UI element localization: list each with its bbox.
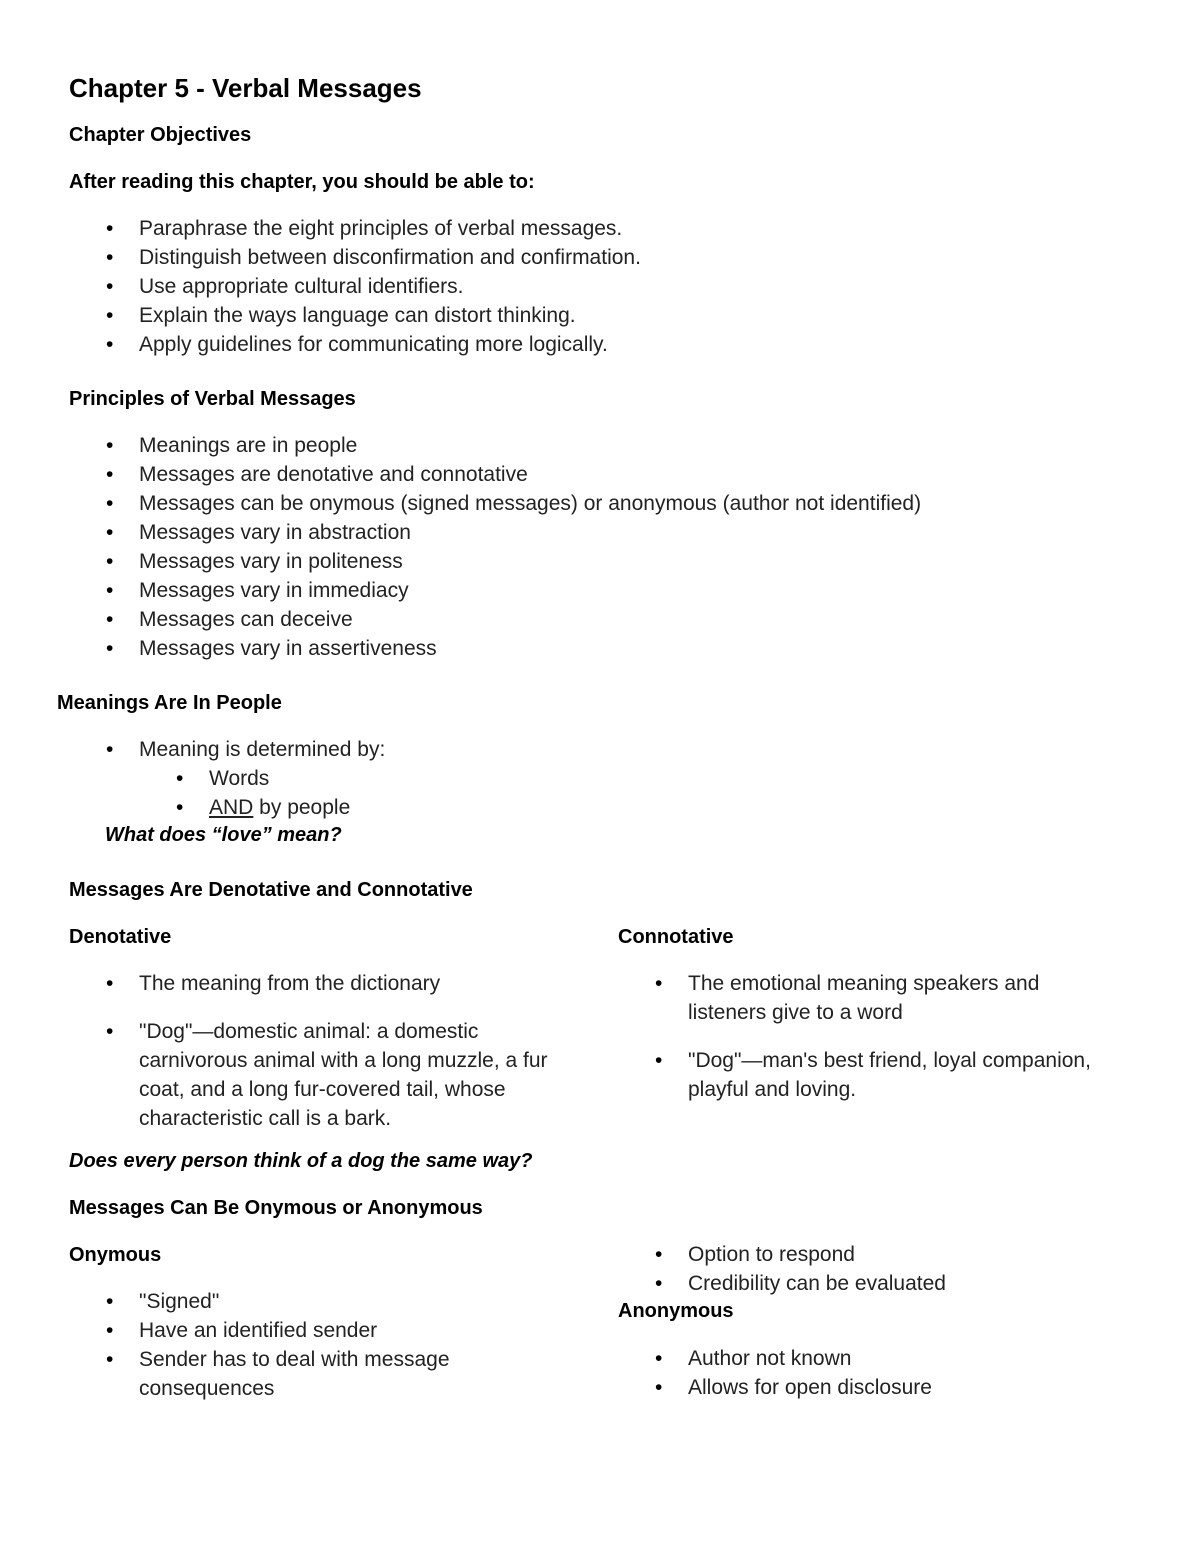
list-item: • The meaning from the dictionary: [69, 969, 559, 998]
meanings-list: [69, 735, 1169, 764]
list-item: • Author not known: [618, 1344, 1098, 1373]
list-item: • Words: [69, 764, 1169, 793]
objectives-heading: Chapter Objectives: [69, 124, 252, 146]
meanings-sublist: [69, 764, 1169, 822]
list-item: • Messages can be onymous (signed messages) or anonymous (author not identified): [69, 489, 1169, 518]
onymous-list-continued: [618, 1240, 1098, 1298]
list-item: • Have an identified sender: [69, 1316, 539, 1345]
anonymous-heading: Anonymous: [618, 1300, 734, 1322]
list-item: • Messages vary in immediacy: [69, 576, 1169, 605]
list-item: • Distinguish between disconfirmation and confirmation.: [69, 243, 1169, 272]
love-question: What does “love” mean?: [105, 824, 342, 846]
anonymous-list: [618, 1344, 1098, 1402]
list-item: • Option to respond: [618, 1240, 1098, 1269]
onymous-anonymous-heading: Messages Can Be Onymous or Anonymous: [69, 1197, 483, 1219]
dog-question: Does every person think of a dog the same way?: [69, 1150, 533, 1172]
page-title: Chapter 5 - Verbal Messages: [69, 73, 422, 103]
list-item: • Use appropriate cultural identifiers.: [69, 272, 1169, 301]
list-item: • Messages vary in abstraction: [69, 518, 1169, 547]
denotative-connotative-heading: Messages Are Denotative and Connotative: [69, 879, 473, 901]
objectives-intro: After reading this chapter, you should be able to:: [69, 171, 535, 193]
connotative-list: [618, 969, 1098, 1104]
connotative-heading: Connotative: [618, 926, 734, 948]
list-item: • Allows for open disclosure: [618, 1373, 1098, 1402]
list-item: • Messages vary in assertiveness: [69, 634, 1169, 663]
list-item: • The emotional meaning speakers and listeners give to a word: [618, 969, 1098, 1027]
list-item: • Meaning is determined by:: [69, 735, 1169, 764]
list-item: • "Signed": [69, 1287, 539, 1316]
list-item: • Explain the ways language can distort thinking.: [69, 301, 1169, 330]
objectives-list: [69, 214, 1169, 359]
list-item: • Credibility can be evaluated: [618, 1269, 1098, 1298]
list-item: • Messages are denotative and connotative: [69, 460, 1169, 489]
onymous-list: [69, 1287, 539, 1403]
denotative-heading: Denotative: [69, 926, 172, 948]
list-item: • Messages can deceive: [69, 605, 1169, 634]
denotative-list: [69, 969, 559, 1133]
meanings-heading: Meanings Are In People: [57, 692, 282, 714]
list-item: • Paraphrase the eight principles of verbal messages.: [69, 214, 1169, 243]
principles-heading: Principles of Verbal Messages: [69, 388, 356, 410]
list-item: [69, 793, 1169, 822]
and-emphasis: AND: [209, 796, 254, 819]
list-item: • "Dog"—man's best friend, loyal companion, playful and loving.: [618, 1046, 1098, 1104]
list-item: • Messages vary in politeness: [69, 547, 1169, 576]
onymous-heading: Onymous: [69, 1244, 162, 1266]
list-item: • Apply guidelines for communicating more logically.: [69, 330, 1169, 359]
list-item: • Meanings are in people: [69, 431, 1169, 460]
list-item: • Sender has to deal with message consequences: [69, 1345, 539, 1403]
by-people-text: by people: [253, 796, 351, 819]
list-item: • "Dog"—domestic animal: a domestic carnivorous animal with a long muzzle, a fur coat, and a long fur-covered tail, whose characteristic call is a bark.: [69, 1017, 559, 1133]
principles-list: [69, 431, 1169, 663]
